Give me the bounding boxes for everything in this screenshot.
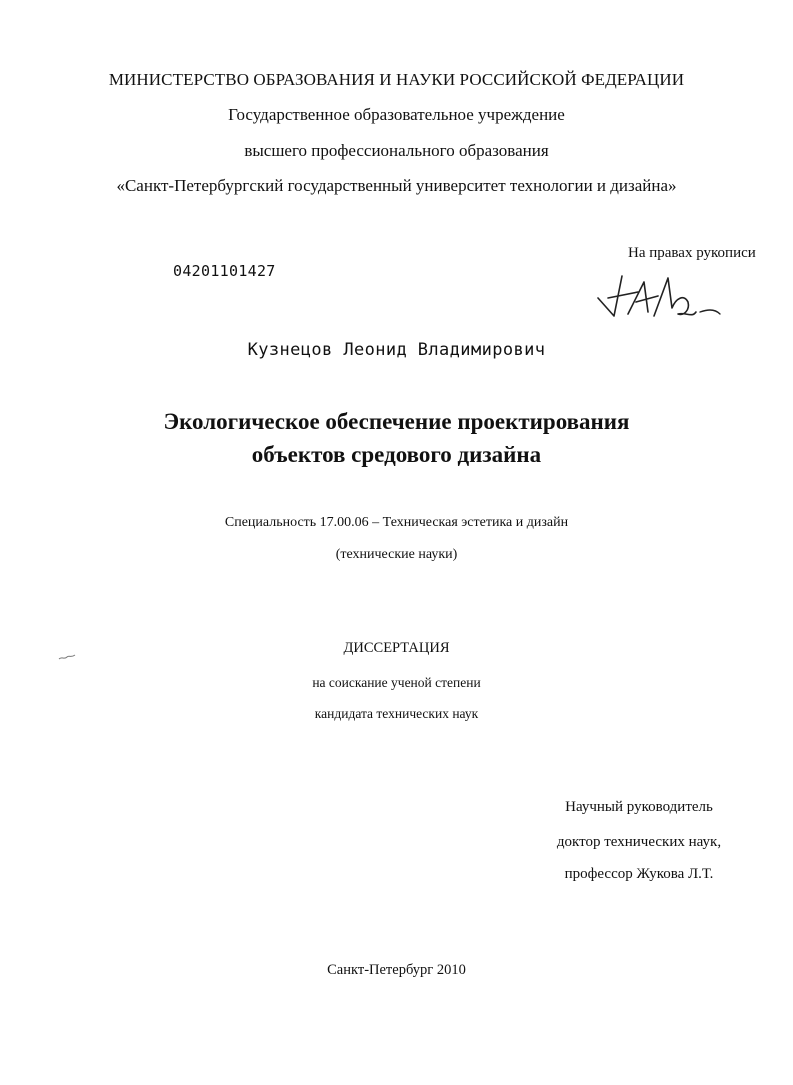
dissertation-title-line-2: объектов средового дизайна: [251, 442, 542, 467]
institution-line-2: высшего профессионального образования: [244, 141, 549, 160]
manuscript-rights: На правах рукописи: [628, 245, 756, 261]
author-name: Кузнецов Леонид Владимирович: [247, 340, 546, 360]
signature-icon: [592, 268, 732, 330]
supervisor-role: Научный руководитель: [565, 799, 713, 815]
supervisor-name: профессор Жукова Л.Т.: [564, 866, 714, 882]
dissertation-title-line-1: Экологическое обеспечение проектирования: [163, 409, 630, 434]
specialty-science: (технические науки): [335, 547, 458, 562]
institution-line-3: «Санкт-Петербургский государственный университет технологии и дизайна»: [116, 176, 677, 195]
degree-line-1: на соискание ученой степени: [312, 675, 481, 690]
specialty-line: Специальность 17.00.06 – Техническая эстетика и дизайн: [224, 515, 569, 530]
document-number: 04201101427: [173, 262, 276, 280]
ministry-heading: МИНИСТЕРСТВО ОБРАЗОВАНИЯ И НАУКИ РОССИЙСКОЙ ФЕДЕРАЦИИ: [108, 70, 685, 89]
place-year: Санкт-Петербург 2010: [327, 962, 466, 978]
supervisor-degree: доктор технических наук,: [556, 834, 722, 850]
dissertation-label: ДИССЕРТАЦИЯ: [343, 640, 450, 656]
institution-line-1: Государственное образовательное учреждение: [228, 105, 565, 124]
degree-line-2: кандидата технических наук: [314, 706, 479, 721]
